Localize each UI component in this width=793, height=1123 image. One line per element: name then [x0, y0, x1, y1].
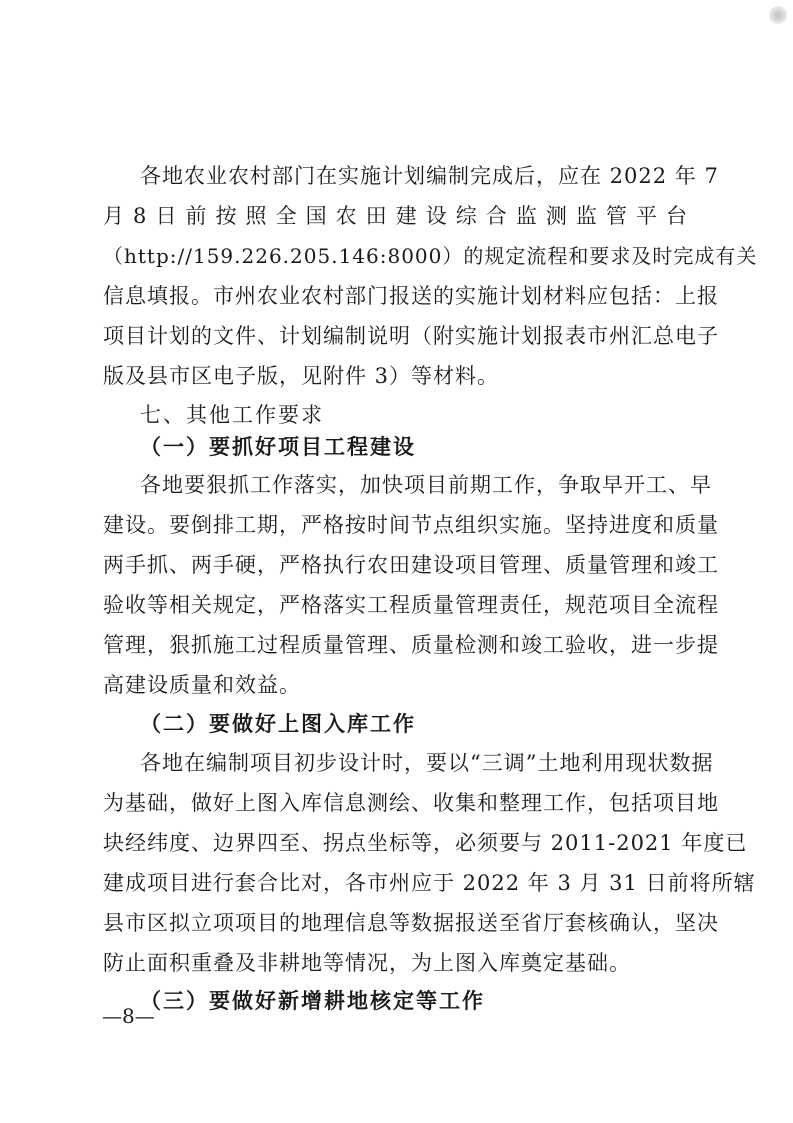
paragraph-line: 验收等相关规定，严格落实工程质量管理责任，规范项目全流程: [103, 593, 719, 617]
char: 平: [635, 204, 658, 228]
paragraph-line: 版及县市区电子版，见附件 3）等材料。: [103, 364, 500, 388]
char: 设: [425, 204, 448, 228]
paragraph-line: 两手抓、两手硬，严格执行农田建设项目管理、质量管理和竣工: [103, 553, 719, 577]
char: 建: [395, 204, 418, 228]
scan-corner-mark: [769, 6, 787, 24]
paragraph-line: （http://159.226.205.146:8000）的规定流程和要求及时完成有关: [103, 244, 758, 268]
section-heading: 七、其他工作要求: [140, 403, 324, 427]
paragraph-line: 高建设质量和效益。: [103, 673, 301, 697]
paragraph-line: 防止面积重叠及非耕地等情况，为上图入库奠定基础。: [103, 951, 631, 975]
char: 日: [155, 204, 178, 228]
char: 田: [365, 204, 388, 228]
char: 综: [455, 204, 478, 228]
paragraph-line: 各地要狠抓工作落实，加快项目前期工作，争取早开工、早: [140, 473, 712, 497]
subsection-heading: （三）要做好新增耕地核定等工作: [140, 989, 485, 1013]
paragraph-line: 县市区拟立项项目的地理信息等数据报送至省厅套核确认，坚决: [103, 911, 719, 935]
paragraph-line: 为基础，做好上图入库信息测绘、收集和整理工作，包括项目地: [103, 791, 719, 815]
paragraph-line: 信息填报。市州农业农村部门报送的实施计划材料应包括：上报: [103, 284, 719, 308]
paragraph-line: 项目计划的文件、计划编制说明（附实施计划报表市州汇总电子: [103, 324, 719, 348]
paragraph-line: 建设。要倒排工期，严格按时间节点组织实施。坚持进度和质量: [103, 513, 719, 537]
char: 监: [515, 204, 538, 228]
char: 月: [103, 204, 125, 228]
page-number: —8—: [102, 1004, 155, 1028]
paragraph-line: 各地农业农村部门在实施计划编制完成后，应在 2022 年 7: [140, 164, 719, 188]
char: 全: [275, 204, 298, 228]
char: 合: [485, 204, 508, 228]
char: 测: [545, 204, 568, 228]
paragraph-line: 块经纬度、边界四至、拐点坐标等，必须要与 2011-2021 年度已: [103, 831, 748, 855]
paragraph-line: 建成项目进行套合比对，各市州应于 2022 年 3 月 31 日前将所辖: [103, 871, 756, 895]
char: 前: [185, 204, 208, 228]
paragraph-line: 管理，狠抓施工过程质量管理、质量检测和竣工验收，进一步提: [103, 633, 719, 657]
char: 农: [335, 204, 358, 228]
char: 8: [133, 204, 148, 228]
subsection-heading: （一）要抓好项目工程建设: [140, 435, 416, 459]
char: 按: [215, 204, 238, 228]
paragraph-line-justified: [103, 201, 688, 231]
subsection-heading: （二）要做好上图入库工作: [140, 712, 416, 736]
char: 监: [575, 204, 598, 228]
paragraph-line: 各地在编制项目初步设计时，要以“三调”土地利用现状数据: [140, 751, 714, 775]
char: 管: [605, 204, 628, 228]
char: 照: [245, 204, 268, 228]
char: 国: [305, 204, 328, 228]
char: 台: [665, 204, 688, 228]
